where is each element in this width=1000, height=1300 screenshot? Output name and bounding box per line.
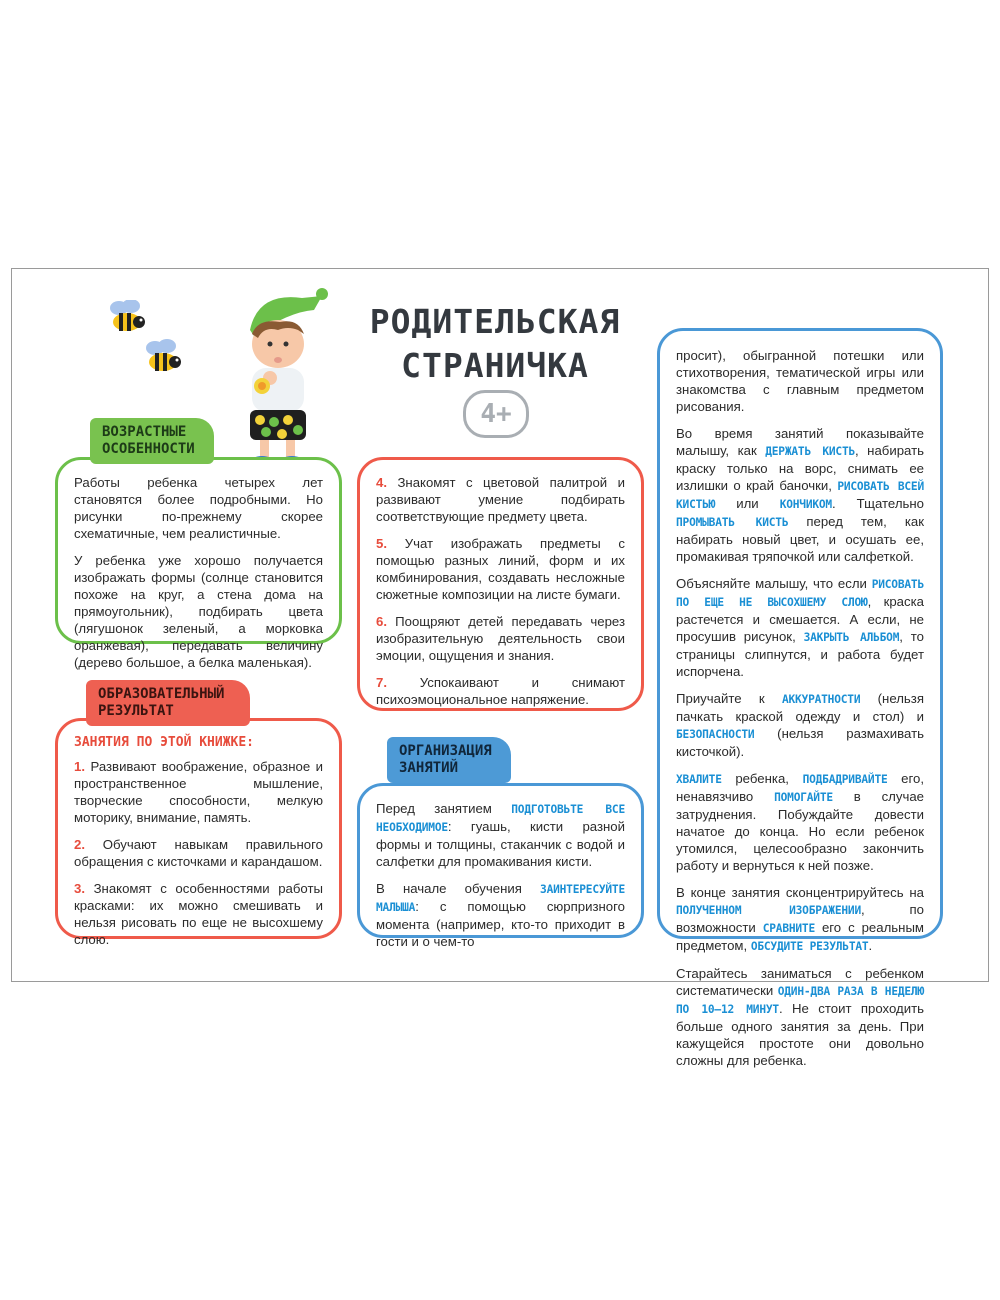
item-text: Развивают воображение, образное и пространственное мышление, творческие способности, мелкую моторику, внимание, память.	[74, 759, 323, 825]
right-text-7	[676, 965, 924, 1069]
text-run: : гуашь, кисти разной формы и толщины, стаканчик с водой и салфетки для промакивания кисти.	[376, 819, 625, 869]
item-text: Поощряют детей передавать через изобразительную деятельность свои эмоции, ощущения и знания.	[376, 614, 626, 663]
text-run: , набирать краску только на ворс, снимать ее излишки о край баночки,	[676, 443, 924, 493]
text-run: в случае затруднения. Побуждайте довести начатое до конца. Но если ребенок утомился, целесообразно закончить работу и вернуться к ней позже.	[676, 789, 924, 873]
highlight: ПОЛУЧЕННОМ ИЗОБРАЖЕНИИ	[676, 904, 861, 917]
text-run: его с реальным предметом,	[676, 920, 924, 953]
item-number: 2.	[74, 837, 85, 852]
age-badge: 4+	[463, 390, 529, 438]
highlight: БЕЗОПАСНОСТИ	[676, 728, 755, 741]
item-text: Учат изображать предметы с помощью разных линий, форм и их комбинирования, создавать несложные сюжетные композиции на листе бумаги.	[376, 536, 625, 602]
education-item	[376, 613, 625, 664]
text-run: : с помощью сюрпризного момента (например, кто-то приходит в гости и о чем-то	[376, 899, 625, 949]
item-text: Знакомят с особенностями работы красками: их можно смешивать и нельзя рисовать по еще не высохшему слою.	[74, 881, 323, 947]
text-run: его, ненавязчиво	[676, 771, 924, 804]
organization-text-1	[376, 800, 625, 870]
right-text-5	[676, 770, 924, 874]
text-run: Приучайте к	[676, 691, 782, 706]
item-number: 6.	[376, 614, 387, 629]
age-features-text-1: Работы ребенка четырех лет становятся более подробными. Но рисунки по-прежнему скорее схематичные, чем реалистичные.	[74, 475, 323, 541]
highlight: ПРОМЫВАТЬ КИСТЬ	[676, 516, 789, 529]
highlight: ЗАКРЫТЬ АЛЬБОМ	[803, 631, 900, 644]
bee-icon-bottom	[146, 339, 181, 371]
text-run: (нельзя размахивать кисточкой).	[676, 726, 924, 759]
education-item	[376, 474, 625, 525]
right-text-1: просит), обыгранной потешки или стихотворения, тематической игры или знакомства с главным предметом рисования.	[676, 348, 924, 414]
text-run: Объясняйте малышу, что если	[676, 576, 872, 591]
highlight: КОНЧИКОМ	[779, 498, 832, 511]
highlight: ОДИН-ДВА РАЗА В НЕДЕЛЮ ПО 10–12 МИНУТ	[676, 985, 924, 1016]
highlight: ПОДБАДРИВАЙТЕ	[802, 773, 888, 786]
education-item	[376, 535, 625, 603]
bee-icon-top	[110, 300, 145, 331]
highlight: ОБСУДИТЕ РЕЗУЛЬТАТ	[750, 940, 869, 953]
text-run: . Тщательно	[831, 496, 925, 511]
organization-text-2	[376, 880, 625, 950]
text-run: . Не стоит проходить больше одного занятия за день. При кажущейся простоте они довольно сложны для ребенка.	[676, 1001, 924, 1068]
text-run: В конце занятия сконцентрируйтесь на	[676, 885, 924, 900]
text-run: или	[715, 496, 780, 511]
text-run: ребенка,	[721, 771, 803, 786]
item-number: 3.	[74, 881, 85, 896]
item-text: Обучают навыкам правильного обращения с кисточками и карандашом.	[74, 837, 323, 869]
page-title	[350, 300, 640, 388]
text-run: Перед занятием	[376, 801, 512, 816]
highlight: ДЕРЖАТЬ КИСТЬ	[765, 445, 856, 458]
right-text-2	[676, 425, 924, 565]
education-item	[74, 880, 323, 948]
text-run: (нельзя пачкать краской одежду и стол) и	[676, 691, 924, 724]
item-number: 1.	[74, 759, 85, 774]
item-number: 4.	[376, 475, 387, 490]
highlight-prepare: ПОДГОТОВЬТЕ ВСЕ НЕОБХОДИМОЕ	[376, 803, 625, 834]
age-features-box	[55, 457, 342, 670]
education-continued-box	[357, 457, 644, 711]
age-features-tag: ВОЗРАСТНЫЕ ОСОБЕННОСТИ	[90, 418, 214, 464]
item-text: Успокаивают и снимают психоэмоциональное напряжение.	[376, 675, 625, 707]
organization-tag: ОРГАНИЗАЦИЯ ЗАНЯТИЙ	[387, 737, 511, 783]
text-run: Старайтесь заниматься с ребенком систематически	[676, 966, 924, 998]
text-run: .	[868, 938, 873, 953]
education-subhead: ЗАНЯТИЯ ПО ЭТОЙ КНИЖКЕ:	[74, 735, 255, 750]
education-item	[74, 758, 323, 826]
age-features-text-2: У ребенка уже хорошо получается изображать формы (солнце становится похоже на круг, а стена дома на прямоугольник), подбирать цвета (лягушонок зеленый, а морковка оранжевая), передавать величину (дерево большое, а белка маленькая).	[74, 553, 323, 670]
right-text-3	[676, 575, 924, 680]
title-line-1: РОДИТЕЛЬСКАЯ	[369, 302, 621, 341]
text-run: перед тем, как набирать новый цвет, и осушать ее, промакивая тряпочкой или салфеткой.	[676, 514, 924, 564]
education-box	[55, 718, 342, 947]
education-tag: ОБРАЗОВАТЕЛЬНЫЙ РЕЗУЛЬТАТ	[86, 680, 250, 726]
text-run: , краска растечется и смешается. А если, не просушив рисунок,	[676, 594, 924, 644]
text-run: В начале обучения	[376, 881, 541, 896]
highlight: АККУРАТНОСТИ	[781, 693, 861, 706]
text-run: , то страницы слипнутся, и работа будет испорчена.	[676, 629, 924, 679]
title-line-2: СТРАНИЧКА	[401, 346, 589, 385]
item-text: Знакомят с цветовой палитрой и развивают умение подбирать соответствующие предмету цвета.	[376, 475, 625, 524]
education-item	[376, 674, 625, 708]
organization-continued-box	[657, 328, 943, 1068]
right-text-4	[676, 690, 924, 760]
item-number: 5.	[376, 536, 387, 551]
bee-illustration	[105, 300, 195, 390]
item-number: 7.	[376, 675, 387, 690]
highlight: РИСОВАТЬ ВСЕЙ КИСТЬЮ	[676, 480, 924, 511]
education-item	[74, 836, 323, 870]
boy-illustration	[228, 282, 336, 470]
highlight: ХВАЛИТЕ	[676, 773, 722, 786]
text-run: , по возможности	[676, 902, 924, 935]
highlight-interest: ЗАИНТЕРЕСУЙТЕ МАЛЫША	[376, 883, 625, 914]
text-run: Во время занятий показывайте малышу, как	[676, 426, 924, 458]
highlight: СРАВНИТЕ	[762, 922, 816, 935]
organization-box	[357, 783, 644, 949]
highlight: ПОМОГАЙТЕ	[774, 791, 833, 804]
right-text-6	[676, 884, 924, 955]
highlight: РИСОВАТЬ ПО ЕЩЕ НЕ ВЫСОХШЕМУ СЛОЮ	[676, 578, 924, 609]
